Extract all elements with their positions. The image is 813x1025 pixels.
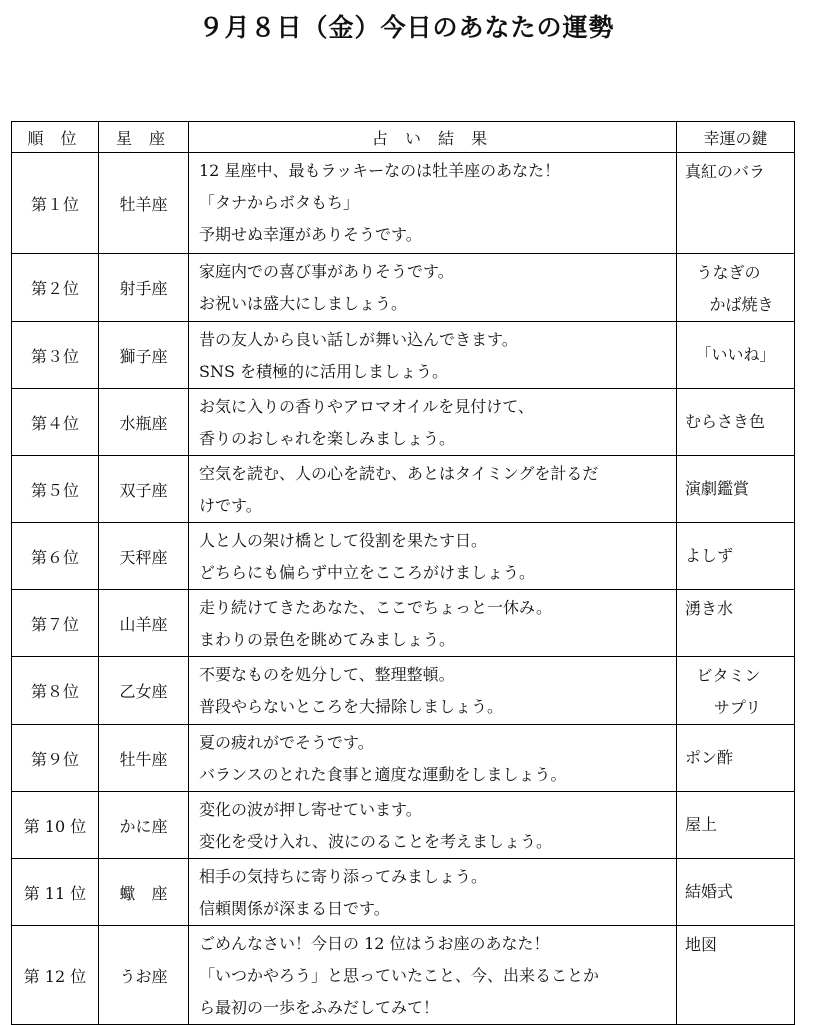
result-cell [189, 590, 677, 657]
lucky-key-cell [677, 657, 795, 725]
result-cell [189, 153, 677, 254]
result-cell [189, 792, 677, 859]
lucky-key-line: 演劇鑑賞 [685, 479, 750, 498]
lucky-key-cell [677, 859, 795, 926]
result-line: 相手の気持ちに寄り添ってみましょう。 [199, 867, 488, 886]
result-cell [189, 657, 677, 725]
result-line: 人と人の架け橋として役割を果たす日。 [199, 531, 488, 550]
sign-cell: 山羊座 [99, 590, 189, 657]
result-line: 不要なものを処分して、整理整頓。 [199, 665, 455, 684]
sign-cell: 蠍 座 [99, 859, 189, 926]
result-line: 12 星座中、最もラッキーなのは牡羊座のあなた！ [199, 161, 561, 180]
rank-cell: 第４位 [12, 389, 99, 456]
result-line: ごめんなさい！今日の 12 位はうお座のあなた！ [199, 934, 550, 953]
table-row [12, 523, 795, 590]
result-line: 変化を受け入れ、波にのることを考えましょう。 [199, 832, 552, 851]
lucky-key-line: 結婚式 [685, 882, 734, 901]
lucky-key-cell [677, 590, 795, 657]
rank-cell: 第２位 [12, 254, 99, 322]
lucky-key-line: 屋上 [685, 815, 718, 834]
result-line: お祝いは盛大にしましょう。 [199, 294, 408, 313]
lucky-key-line: むらさき色 [685, 412, 766, 431]
result-line: 昔の友人から良い話しが舞い込んできます。 [199, 330, 518, 349]
table-row [12, 254, 795, 322]
sign-cell: 獅子座 [99, 322, 189, 389]
table-row [12, 590, 795, 657]
rank-cell: 第９位 [12, 725, 99, 792]
table-row [12, 389, 795, 456]
table-row [12, 792, 795, 859]
rank-cell: 第 12 位 [12, 926, 99, 1025]
result-line: ら最初の一歩をふみだしてみて！ [199, 998, 440, 1017]
lucky-key-cell [677, 153, 795, 254]
sign-cell: うお座 [99, 926, 189, 1025]
result-line: お気に入りの香りやアロマオイルを見付けて、 [199, 397, 534, 416]
table-row [12, 859, 795, 926]
sign-cell: 双子座 [99, 456, 189, 523]
result-line: 変化の波が押し寄せています。 [199, 800, 422, 819]
table-row [12, 456, 795, 523]
result-cell [189, 389, 677, 456]
rank-cell: 第１位 [12, 153, 99, 254]
lucky-key-line: ポン酢 [685, 748, 734, 767]
header-lucky-key: 幸運の鍵 [677, 122, 795, 153]
sign-cell: かに座 [99, 792, 189, 859]
lucky-key-cell [677, 725, 795, 792]
rank-cell: 第８位 [12, 657, 99, 725]
rank-cell: 第６位 [12, 523, 99, 590]
sign-cell: 牡羊座 [99, 153, 189, 254]
lucky-key-line: 地図 [685, 935, 718, 954]
page-title: ９月８日（金）今日のあなたの運勢 [198, 13, 615, 42]
result-cell [189, 725, 677, 792]
result-line: まわりの景色を眺めてみましょう。 [199, 630, 456, 649]
lucky-key-line: よしず [685, 546, 734, 565]
result-line: 香りのおしゃれを楽しみましょう。 [199, 429, 456, 448]
rank-cell: 第 11 位 [12, 859, 99, 926]
lucky-key-line: ビタミン [696, 666, 761, 685]
header-rank: 順 位 [12, 122, 99, 153]
result-cell [189, 322, 677, 389]
result-line: 家庭内での喜び事がありそうです。 [199, 262, 454, 281]
sign-cell: 乙女座 [99, 657, 189, 725]
header-result: 占 い 結 果 [189, 122, 677, 153]
table-row [12, 725, 795, 792]
lucky-key-cell [677, 456, 795, 523]
lucky-key-line: サプリ [713, 698, 762, 717]
result-cell [189, 926, 677, 1025]
result-cell [189, 456, 677, 523]
lucky-key-cell [677, 389, 795, 456]
table-row [12, 657, 795, 725]
table-row [12, 322, 795, 389]
lucky-key-cell [677, 926, 795, 1025]
result-line: SNS を積極的に活用しましょう。 [199, 362, 449, 381]
result-line: 「いつかやろう」と思っていたこと、今、出来ることか [199, 966, 600, 985]
result-line: 「タナからボタもち」 [199, 193, 360, 212]
result-line: 空気を読む、人の心を読む、あとはタイミングを計るだ [199, 464, 599, 483]
result-line: 走り続けてきたあなた、ここでちょっと一休み。 [199, 598, 552, 617]
lucky-key-cell [677, 322, 795, 389]
lucky-key-cell [677, 523, 795, 590]
lucky-key-line: 湧き水 [685, 599, 734, 618]
result-cell [189, 254, 677, 322]
sign-cell: 射手座 [99, 254, 189, 322]
lucky-key-line: 真紅のバラ [685, 162, 766, 181]
rank-cell: 第７位 [12, 590, 99, 657]
table-row [12, 926, 795, 1025]
table-header-row [12, 122, 795, 153]
result-line: 普段やらないところを大掃除しましょう。 [199, 697, 504, 716]
rank-cell: 第３位 [12, 322, 99, 389]
lucky-key-line: うなぎの [696, 263, 761, 282]
result-line: バランスのとれた食事と適度な運動をしましょう。 [199, 765, 567, 784]
sign-cell: 天秤座 [99, 523, 189, 590]
result-line: 夏の疲れがでそうです。 [199, 733, 374, 752]
sign-cell: 水瓶座 [99, 389, 189, 456]
table-row [12, 153, 795, 254]
result-line: けです。 [199, 496, 262, 515]
rank-cell: 第 10 位 [12, 792, 99, 859]
result-cell [189, 523, 677, 590]
result-cell [189, 859, 677, 926]
lucky-key-cell [677, 792, 795, 859]
result-line: 信頼関係が深まる日です。 [199, 899, 390, 918]
lucky-key-line: 「いいね」 [695, 345, 776, 364]
lucky-key-cell [677, 254, 795, 322]
result-line: どちらにも偏らず中立をこころがけましょう。 [199, 563, 536, 582]
fortune-table [11, 121, 795, 1025]
header-sign: 星 座 [99, 122, 189, 153]
sign-cell: 牡牛座 [99, 725, 189, 792]
result-line: 予期せぬ幸運がありそうです。 [199, 225, 422, 244]
rank-cell: 第５位 [12, 456, 99, 523]
lucky-key-line: かば焼き [709, 295, 774, 314]
